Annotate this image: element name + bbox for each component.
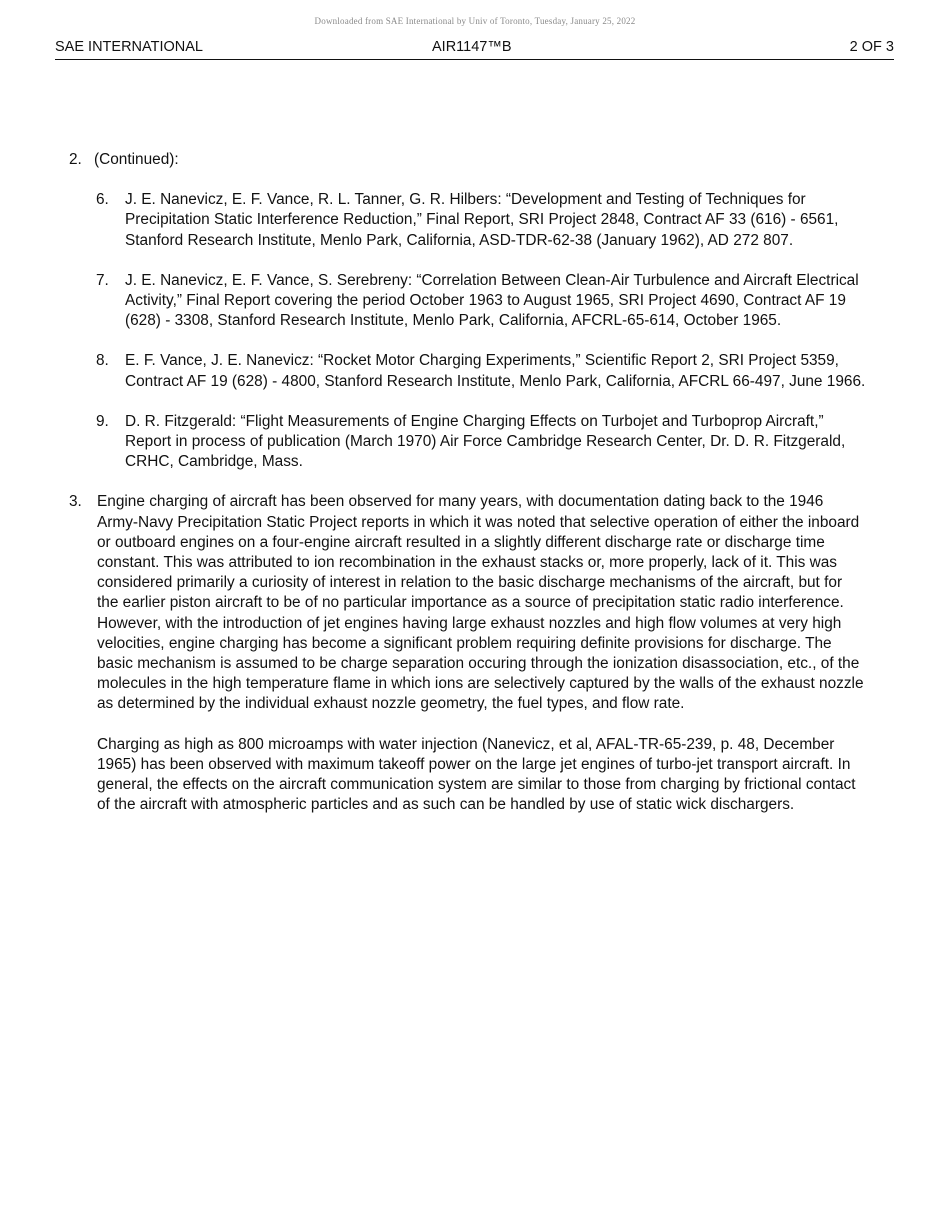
reference-number: 9. bbox=[96, 412, 109, 430]
page-header bbox=[55, 39, 894, 60]
reference-item bbox=[0, 412, 870, 473]
reference-text: D. R. Fitzgerald: “Flight Measurements of Engine Charging Effects on Turbojet and Turboprop Aircraft,” Report in process of publication (March 1970) Air Force Cambridge Research Center, Dr. D. R. Fitzgerald, CRHC, Cambridge, Mass. bbox=[125, 412, 846, 471]
section-2-title: (Continued): bbox=[94, 151, 179, 168]
reference-number: 6. bbox=[96, 191, 109, 209]
header-document-id: AIR1147™B bbox=[432, 39, 512, 55]
reference-number: 8. bbox=[96, 352, 109, 370]
reference-text: E. F. Vance, J. E. Nanevicz: “Rocket Motor Charging Experiments,” Scientific Report 2, SRI Project 5359, Contract AF 19 (628) - 4800, Stanford Research Institute, Menlo Park, California, AFCRL 66-497, June 1966. bbox=[125, 352, 866, 390]
section-2-heading bbox=[0, 150, 950, 170]
section-2-number: 2. bbox=[69, 151, 82, 168]
header-page-number: 2 OF 3 bbox=[849, 39, 894, 55]
download-watermark: Downloaded from SAE International by Univ of Toronto, Tuesday, January 25, 2022 bbox=[314, 16, 636, 26]
reference-item bbox=[0, 271, 870, 332]
section-3-paragraph-2: Charging as high as 800 microamps with water injection (Nanevicz, et al, AFAL-TR-65-239, p. 48, December 1965) has been observed with maximum takeoff power on the large jet engines of turbo-jet transport aircraft. In general, the effects on the aircraft communication system are similar to those from charging by frictional contact of the aircraft with atmospheric particles and as such can be handled by use of static wick dischargers. bbox=[97, 735, 856, 814]
section-3-number: 3. bbox=[69, 493, 82, 511]
reference-text: J. E. Nanevicz, E. F. Vance, S. Serebreny: “Correlation Between Clean-Air Turbulence and Aircraft Electrical Activity,” Final Report covering the period October 1963 to August 1965, SRI Project 4690, Contract AF 19 (628) - 3308, Stanford Research Institute, Menlo Park, California, AFCRL-65-614, October 1965. bbox=[125, 271, 859, 330]
reference-number: 7. bbox=[96, 271, 109, 289]
section-3-text: Engine charging of aircraft has been observed for many years, with documentation dating back to the 1946 Army-Navy Precipitation Static Project reports in which it was noted that selective operation of either the inboard or outboard engines on a four-engine aircraft resulted in a slightly different discharge rate or discharge time constant. This was attributed to ion recombination in the exhaust stacks or, more properly, lack of it. This was considered primarily a curiosity of interest in relation to the basic discharge mechanisms of the aircraft, but for the earlier piston aircraft to be of no particular importance as a source of precipitation static radio interference. However, with the introduction of jet engines having large exhaust nozzles and high flow volumes at very high velocities, engine charging has become a significant problem requiring definite provisions for discharge. The basic mechanism is assumed to be charge separation occuring through the ionization disassociation, etc., of the molecules in the high temperature flame in which ions are selectively captured by the walls of the exhaust nozzle as determined by the individual exhaust nozzle geometry, the fuel types, and flow rate. bbox=[97, 493, 864, 713]
reference-text: J. E. Nanevicz, E. F. Vance, R. L. Tanner, G. R. Hilbers: “Development and Testing of Techniques for Precipitation Static Interference Reduction,” Final Report, SRI Project 2848, Contract AF 33 (616) - 6561, Stanford Research Institute, Menlo Park, California, ASD-TDR-62-38 (January 1962), AD 272 807. bbox=[125, 191, 839, 249]
reference-item bbox=[0, 190, 870, 251]
section-3-paragraph-1 bbox=[0, 492, 866, 714]
reference-item bbox=[0, 351, 870, 391]
header-organization: SAE INTERNATIONAL bbox=[55, 39, 203, 55]
document-body bbox=[0, 150, 950, 815]
